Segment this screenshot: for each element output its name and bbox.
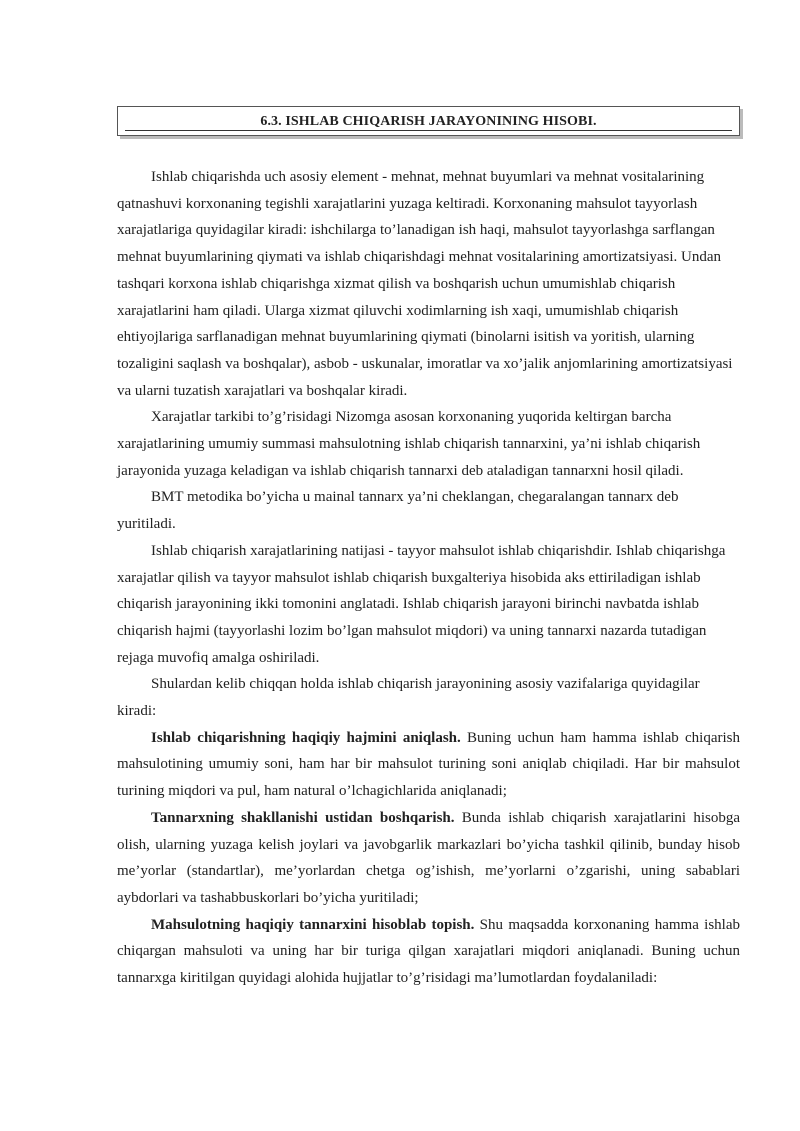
- paragraph-6: [117, 725, 740, 805]
- document-body: [117, 164, 740, 992]
- paragraph-4: [117, 538, 740, 672]
- paragraph-6-text: Buning uchun ham hamma ishlab chiqarish mahsulotining umumiy soni, ham har bir mahsulot turining soni aniqlab chiqiladi. Har bir mahsulot turining miqdori va pul, ham natural o’lchagichlarida aniqlanadi;: [117, 729, 740, 800]
- paragraph-5-text: Shulardan kelib chiqqan holda ishlab chiqarish jarayonining asosiy vazifalariga quyidagilar kiradi:: [117, 676, 700, 720]
- paragraph-2-text: Xarajatlar tarkibi to’g’risidagi Nizomga asosan korxonaning yuqorida keltirgan barcha xarajatlarining umumiy summasi mahsulotning ishlab chiqarish tannarxini, ya’ni ishlab chiqarish jarayonida yuzaga keladigan va ishlab chiqarish tannarxi deb ataladigan tannarxni hosil qiladi.: [117, 409, 701, 479]
- paragraph-5: [117, 671, 740, 724]
- paragraph-6-lead: Ishlab chiqarishning haqiqiy hajmini aniqlash.: [151, 729, 461, 746]
- heading-underline: [125, 130, 732, 131]
- paragraph-4-text: Ishlab chiqarish xarajatlarining natijasi - tayyor mahsulot ishlab chiqarishdir. Ishlab chiqarishga xarajatlar qilish va tayyor mahsulot ishlab chiqarish buxgalteriya hisobida aks ettiriladigan ishlab chiqarish jarayonining ikki tomonini anglatadi. Ishlab chiqarish jarayoni birinchi navbatda ishlab chiqarish hajmi (tayyorlashi lozim bo’lgan mahsulot miqdori) va uning tannarxi nazarda tutadigan rejaga muvofiq amalga oshiriladi.: [117, 542, 726, 666]
- paragraph-2: [117, 404, 740, 484]
- section-heading: 6.3. ISHLAB CHIQARISH JARAYONINING HISOBI.: [260, 114, 597, 129]
- paragraph-8: [117, 912, 740, 992]
- paragraph-8-lead: Mahsulotning haqiqiy tannarxini hisoblab topish.: [151, 916, 475, 933]
- section-heading-box: [117, 106, 740, 136]
- paragraph-7: [117, 805, 740, 912]
- paragraph-1-text: Ishlab chiqarishda uch asosiy element - mehnat, mehnat buyumlari va mehnat vositalarining qatnashuvi korxonaning tegishli xarajatlarini yuzaga keltiradi. Korxonaning mahsulot tayyorlash xarajatlariga quyidagilar kiradi: ishchilarga to’lanadigan ish haqi, mahsulot tayyorlashga sarflangan mehnat buyumlarining qiymati va ishlab chiqarishdagi mehnat vositalarining amortizatsiyasi. Undan tashqari korxona ishlab chiqarishga xizmat qilish va boshqarish uchun umumishlab chiqarish xarajatlarini ham qiladi. Ularga xizmat qiluvchi xodimlarning ish xaqi, umumishlab chiqarish ehtiyojlariga sarflanadigan mehnat buyumlarining qiymati (binolarni isitish va yoritish, ularning tozaligini saqlash va boshqalar), asbob - uskunalar, imoratlar va xo’jalik anjomlarining amortizatsiyasi va ularni tuzatish xarajatlari va boshqalar kiradi.: [117, 169, 733, 399]
- paragraph-7-lead: Tannarxning shakllanishi ustidan boshqarish.: [151, 809, 455, 826]
- paragraph-7-text: Bunda ishlab chiqarish xarajatlarini hisobga olish, ularning yuzaga kelish joylari va javobgarlik markazlari bo’yicha tashkil qilinib, bunday hisob me’yorlar (standartlar), me’yorlardan chetga og’ishish, me’yorlarni o’zgarishi, uning sabablari aybdorlari va tashabbuskorlari bo’yicha yuritiladi;: [117, 809, 740, 906]
- paragraph-1: [117, 164, 740, 404]
- paragraph-3-text: BMT metodika bo’yicha u mainal tannarx ya’ni cheklangan, chegaralangan tannarx deb yuritiladi.: [117, 489, 679, 533]
- paragraph-8-text: Shu maqsadda korxonaning hamma ishlab chiqargan mahsuloti va uning har bir turiga qilgan xarajatlari miqdori aniqlanadi. Buning uchun tannarxga kiritilgan quyidagi alohida hujjatlar to’g’risidagi ma’lumotlardan foydalaniladi:: [117, 916, 740, 987]
- paragraph-3: [117, 484, 740, 537]
